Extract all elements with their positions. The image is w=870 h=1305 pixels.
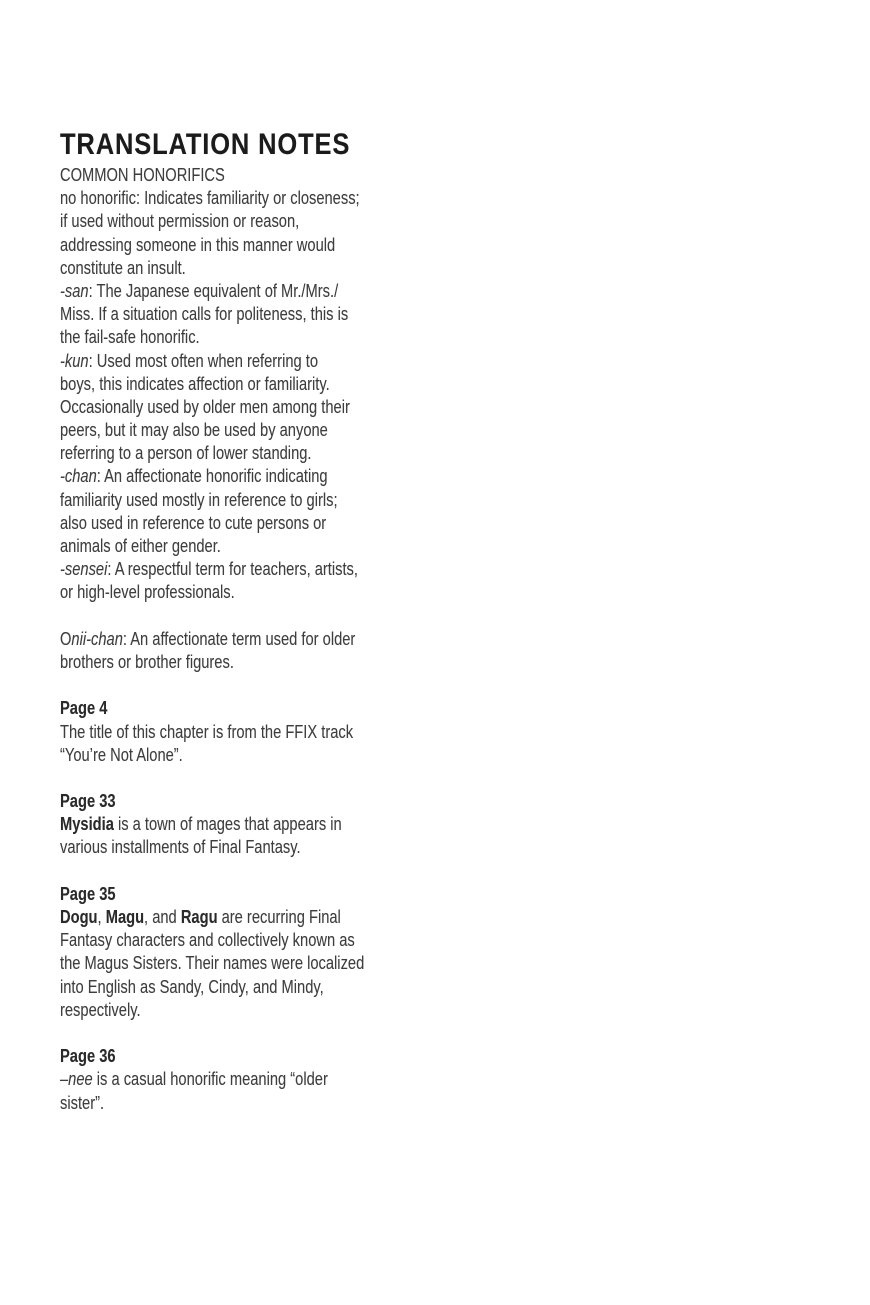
- text-line: [60, 835, 439, 858]
- italic-term: -chan: [60, 465, 97, 487]
- bold-text: Mysidia: [60, 813, 114, 835]
- body-text: the fail-safe honorific.: [60, 326, 200, 348]
- bold-text: Dogu: [60, 906, 98, 927]
- body-text: Occasionally used by older men among their: [60, 395, 350, 417]
- body-text: animals of either gender.: [60, 535, 221, 556]
- body-text: is a casual honorific meaning “older: [92, 1068, 328, 1090]
- text-line: [60, 580, 439, 603]
- text-line: [60, 789, 439, 812]
- body-text: brothers or brother figures.: [60, 650, 234, 672]
- text-line: [60, 1091, 439, 1114]
- text-line: [60, 418, 439, 441]
- text-line: [60, 279, 439, 302]
- body-text: familiarity used mostly in reference to girls;: [60, 488, 338, 510]
- text-line: [60, 209, 439, 232]
- body-text: : Used most often when referring to: [88, 349, 319, 371]
- note-block-page-35-note: [60, 882, 439, 1021]
- text-line: [60, 233, 439, 256]
- body-text: also used in reference to cute persons or: [60, 511, 327, 533]
- body-text: sister”.: [60, 1091, 105, 1113]
- body-text: no honorific: Indicates familiarity or closeness;: [60, 187, 360, 209]
- page-title: TRANSLATION NOTES: [60, 128, 351, 162]
- text-line: [60, 650, 439, 673]
- body-text: boys, this indicates affection or familiarity.: [60, 372, 330, 394]
- bold-text: Page 4: [60, 697, 108, 719]
- text-line: [60, 534, 439, 557]
- text-line: [60, 488, 439, 511]
- body-text: COMMON HONORIFICS: [60, 164, 225, 185]
- bold-text: Ragu: [180, 906, 218, 927]
- body-text: Miss. If a situation calls for politeness, this is: [60, 303, 349, 325]
- text-line: [60, 464, 439, 487]
- body-text: is a town of mages that appears in: [113, 813, 342, 835]
- text-line: [60, 882, 439, 905]
- body-text: addressing someone in this manner would: [60, 233, 336, 255]
- body-text: various installments of Final Fantasy.: [60, 836, 301, 858]
- body-text: the Magus Sisters. Their names were localized: [60, 952, 365, 974]
- text-line: [60, 325, 439, 348]
- text-line: [60, 349, 439, 372]
- text-line: [60, 511, 439, 534]
- text-line: [60, 1067, 439, 1090]
- text-line: [60, 627, 439, 650]
- text-line: [60, 998, 439, 1021]
- text-line: [60, 163, 439, 186]
- body-text: constitute an insult.: [60, 256, 186, 278]
- note-block-page-33-note: [60, 789, 439, 859]
- italic-term: -sensei: [60, 558, 108, 580]
- text-line: [60, 372, 439, 395]
- body-text: “You’re Not Alone”.: [60, 743, 183, 765]
- note-block-onii-chan-note: [60, 627, 439, 673]
- text-line: [60, 557, 439, 580]
- text-line: [60, 720, 439, 743]
- body-text: Fantasy characters and collectively known as: [60, 929, 355, 951]
- body-text: : An affectionate honorific indicating: [96, 465, 328, 487]
- text-line: [60, 928, 439, 951]
- italic-term: -san: [60, 279, 89, 301]
- text-line: [60, 743, 439, 766]
- body-text: referring to a person of lower standing.: [60, 442, 312, 464]
- bold-text: Magu: [105, 906, 145, 927]
- body-text: or high-level professionals.: [60, 581, 235, 603]
- text-line: [60, 186, 439, 209]
- text-line: [60, 975, 439, 998]
- text-line: [60, 302, 439, 325]
- text-line: [60, 905, 439, 928]
- body-text: peers, but it may also be used by anyone: [60, 419, 328, 441]
- body-text: O: [60, 627, 72, 649]
- bold-text: Page 35: [60, 882, 116, 904]
- body-text: if used without permission or reason,: [60, 210, 300, 232]
- bold-text: Page 36: [60, 1045, 116, 1067]
- text-line: [60, 696, 439, 719]
- body-text: : The Japanese equivalent of Mr./Mrs./: [88, 279, 339, 301]
- body-text: The title of this chapter is from the FFIX track: [60, 720, 354, 742]
- text-line: [60, 951, 439, 974]
- notes-text-column: [60, 163, 439, 1114]
- body-text: ,: [97, 906, 106, 927]
- note-block-common-honorifics: [60, 163, 439, 604]
- note-block-page-4-note: [60, 696, 439, 766]
- bold-text: Page 33: [60, 790, 116, 812]
- text-line: [60, 395, 439, 418]
- italic-term: –nee: [60, 1068, 93, 1090]
- body-text: : A respectful term for teachers, artists,: [107, 558, 358, 580]
- text-line: [60, 1044, 439, 1067]
- italic-term: -kun: [60, 349, 89, 371]
- body-text: , and: [144, 906, 181, 927]
- body-text: into English as Sandy, Cindy, and Mindy,: [60, 975, 324, 997]
- text-line: [60, 812, 439, 835]
- italic-term: nii-chan: [71, 627, 123, 649]
- body-text: respectively.: [60, 998, 141, 1020]
- text-line: [60, 256, 439, 279]
- body-text: are recurring Final: [217, 906, 341, 927]
- note-block-page-36-note: [60, 1044, 439, 1114]
- text-line: [60, 441, 439, 464]
- body-text: : An affectionate term used for older: [122, 627, 356, 649]
